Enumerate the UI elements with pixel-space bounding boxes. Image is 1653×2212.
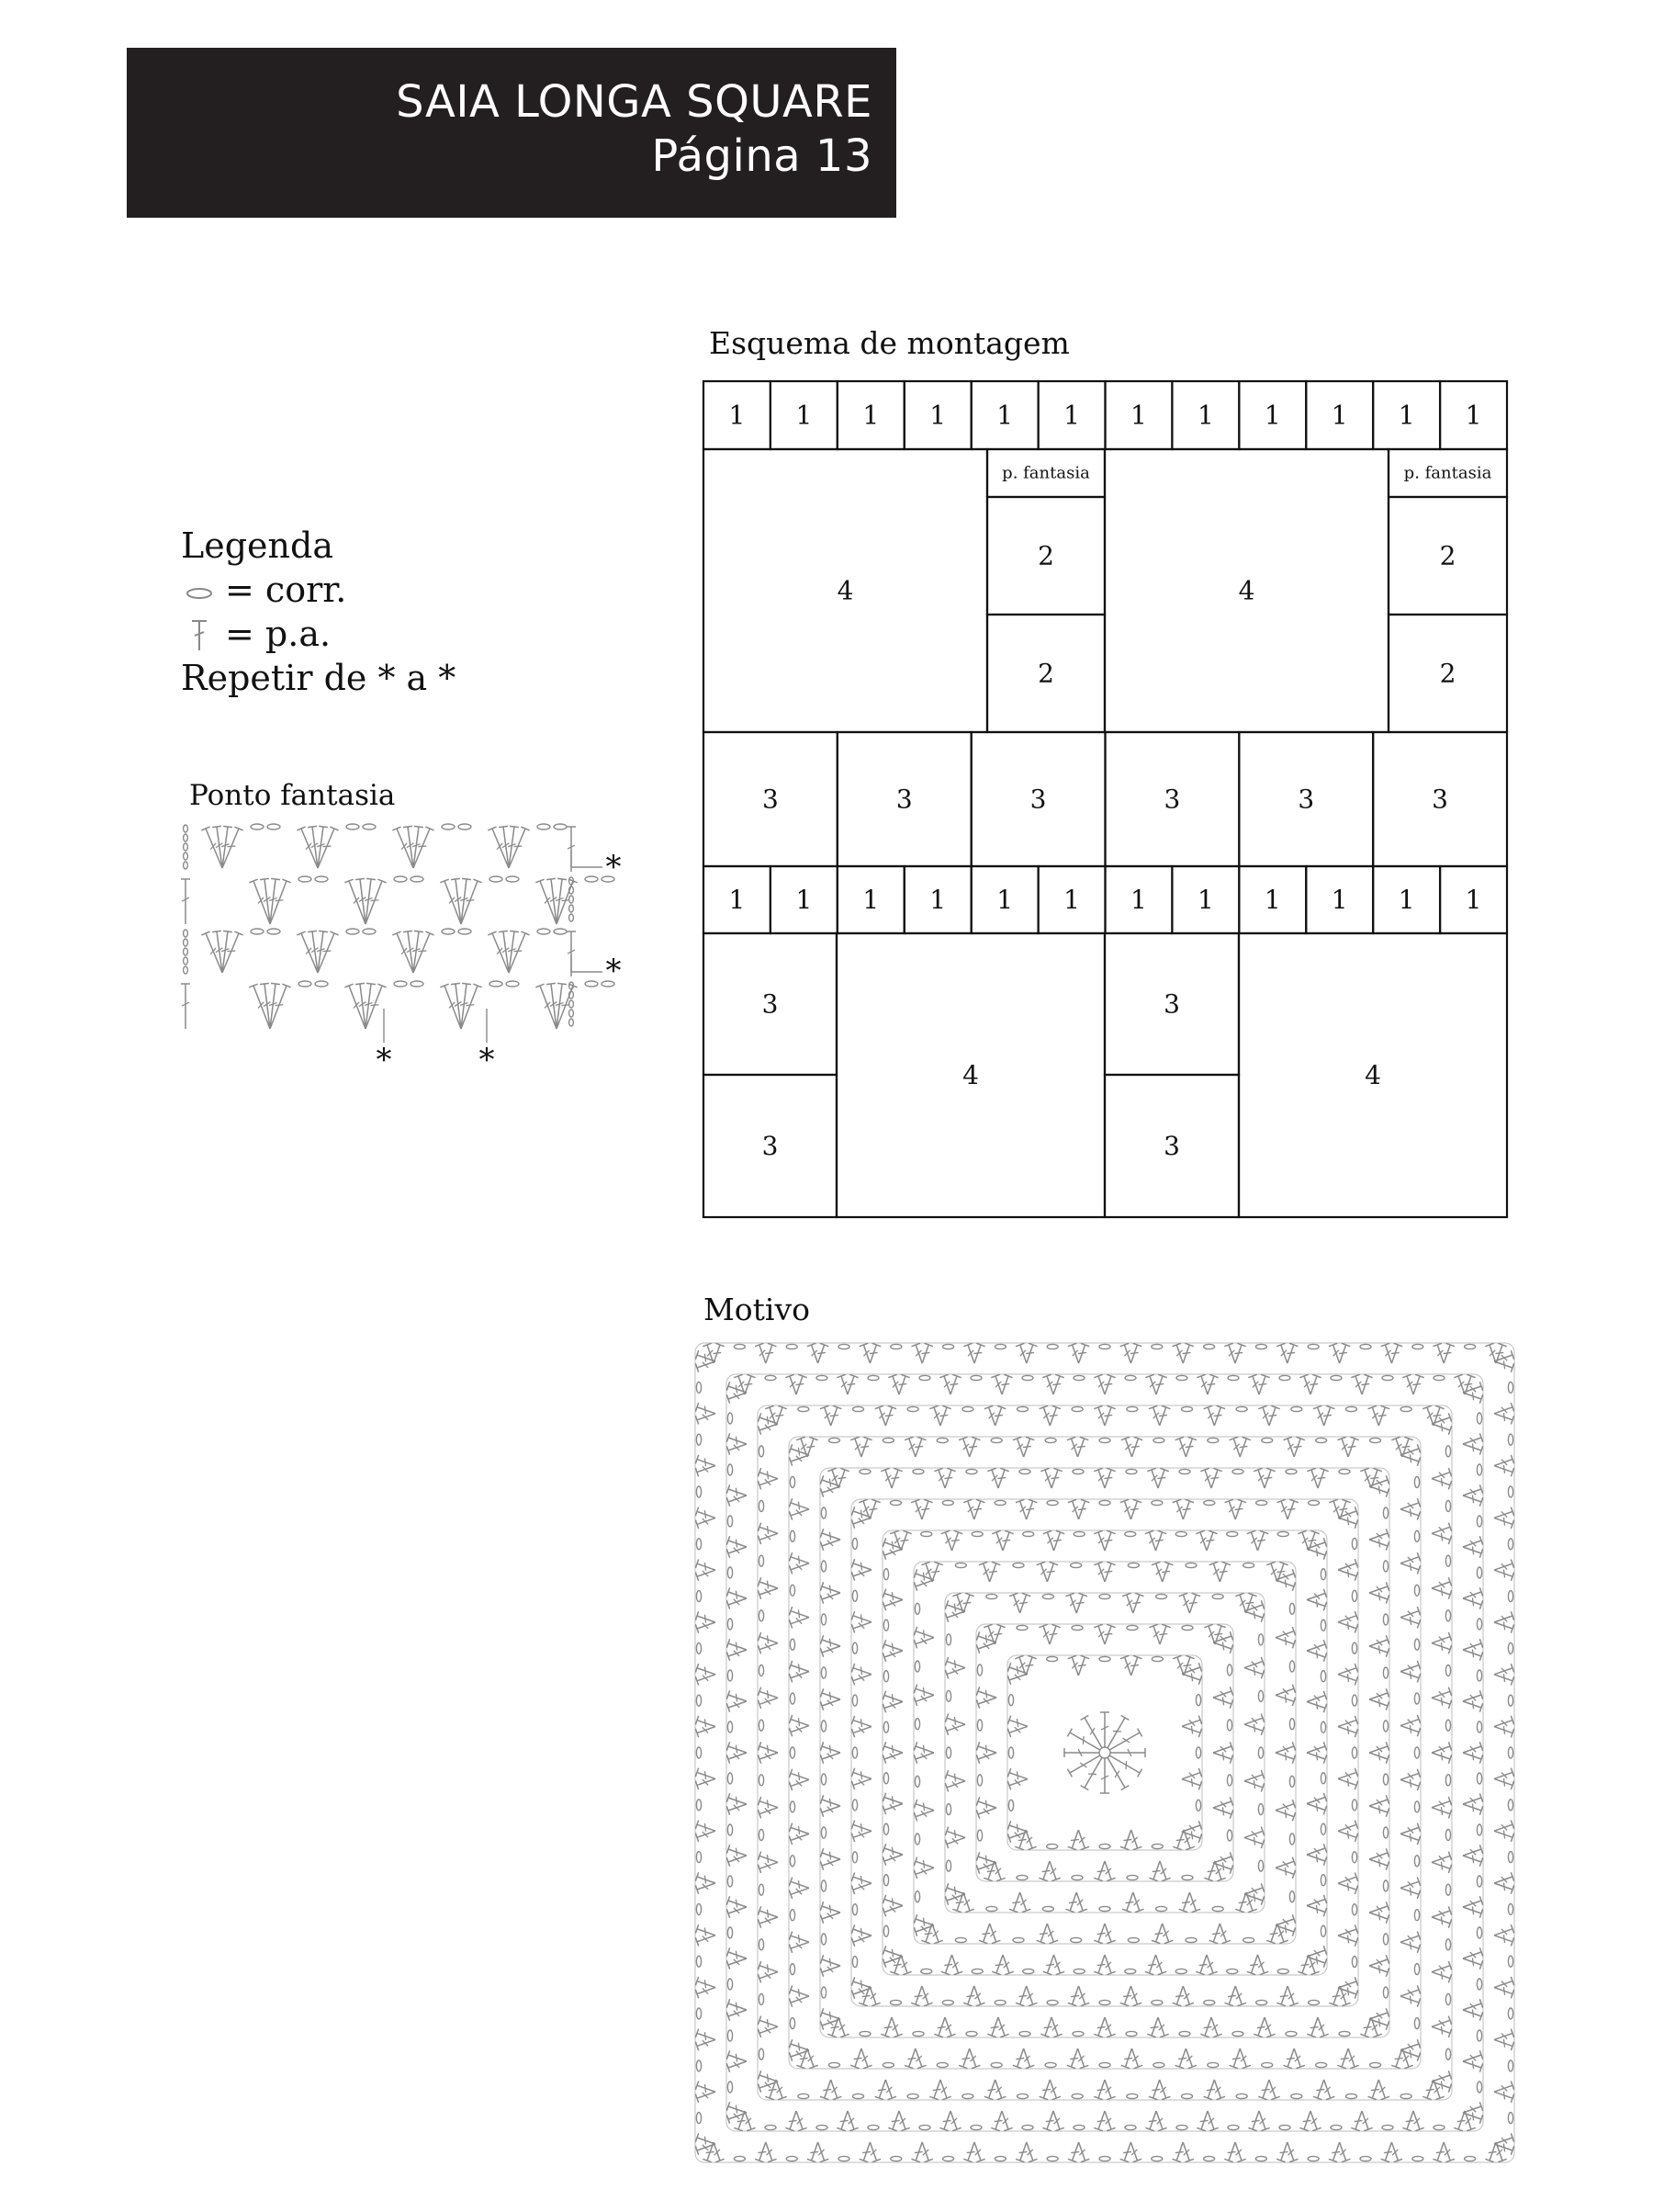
- motivo-round: [1007, 1655, 1202, 1850]
- unit-1-top-label: 1: [1398, 400, 1415, 431]
- fantasia-right-label: p. fantasia: [1403, 463, 1492, 483]
- unit-1-top-label: 1: [1465, 400, 1482, 431]
- ponto-fantasia-title: Ponto fantasia: [189, 779, 396, 812]
- unit-1-middle-label: 1: [1331, 885, 1348, 915]
- motivo-round: [914, 1562, 1296, 1944]
- unit-4-left-label: 4: [837, 575, 854, 606]
- repeat-mark: *: [605, 953, 622, 989]
- unit-1-middle-label: 1: [1264, 885, 1281, 915]
- legend-item-chain-text: = corr.: [225, 570, 347, 610]
- motivo-title: Motivo: [703, 1292, 810, 1327]
- motivo-round: [883, 1530, 1327, 1975]
- legend-repeat-note: Repetir de * a *: [181, 658, 456, 698]
- unit-4-right-label: 4: [1238, 575, 1255, 606]
- unit-1-middle-label: 1: [996, 885, 1014, 915]
- unit-1-middle-label: 1: [862, 885, 880, 915]
- unit-1-middle-label: 1: [1465, 885, 1482, 915]
- fantasia-left-label: p. fantasia: [1002, 463, 1090, 483]
- repeat-mark: *: [605, 849, 622, 886]
- unit-2-right-upper-label: 2: [1439, 540, 1456, 571]
- unit-1-middle-label: 1: [1398, 885, 1415, 915]
- page-title: SAIA LONGA SQUARE: [396, 76, 872, 128]
- motivo-round: [976, 1624, 1233, 1881]
- unit-3-middle-label: 3: [1432, 784, 1448, 815]
- unit-1-middle-label: 1: [795, 885, 813, 915]
- page-number: Página 13: [651, 130, 872, 182]
- unit-3-middle-label: 3: [1164, 784, 1181, 815]
- unit-2-right-lower-label: 2: [1439, 658, 1456, 689]
- repeat-mark: *: [376, 1042, 392, 1078]
- unit-1-middle-label: 1: [1063, 885, 1080, 915]
- repeat-mark: *: [478, 1042, 495, 1078]
- legend-title: Legenda: [181, 525, 333, 566]
- unit-1-middle-label: 1: [728, 885, 746, 915]
- unit-1-middle-label: 1: [1130, 885, 1147, 915]
- unit-1-middle-label: 1: [929, 885, 947, 915]
- unit-3-bottom-b-label: 3: [761, 1131, 779, 1161]
- unit-1-top-label: 1: [1197, 400, 1214, 431]
- unit-1-top-label: 1: [1264, 400, 1281, 431]
- unit-1-top-label: 1: [996, 400, 1014, 431]
- unit-1-top-label: 1: [862, 400, 880, 431]
- legend-item-dc-text: = p.a.: [225, 614, 332, 654]
- unit-1-top-label: 1: [929, 400, 947, 431]
- unit-3-middle-label: 3: [895, 784, 913, 815]
- unit-4-bottom-left-label: 4: [962, 1060, 979, 1090]
- unit-4-bottom-right-label: 4: [1365, 1060, 1381, 1090]
- motivo-round: [820, 1468, 1389, 2037]
- unit-2-left-lower-label: 2: [1038, 658, 1054, 689]
- unit-1-top-label: 1: [795, 400, 813, 431]
- unit-3-middle-label: 3: [1029, 784, 1047, 815]
- unit-1-middle-label: 1: [1197, 885, 1214, 915]
- unit-3-bottom-c-label: 3: [1164, 988, 1180, 1020]
- unit-1-top-label: 1: [728, 400, 746, 431]
- unit-3-bottom-a-label: 3: [761, 988, 779, 1020]
- unit-1-top-label: 1: [1331, 400, 1348, 431]
- unit-1-top-label: 1: [1130, 400, 1147, 431]
- motivo-round: [851, 1499, 1358, 2006]
- unit-3-middle-label: 3: [762, 784, 779, 815]
- motivo-round: [695, 1343, 1514, 2162]
- motivo-round: [758, 1405, 1452, 2100]
- unit-2-left-upper-label: 2: [1038, 540, 1054, 571]
- motivo-center: [1064, 1712, 1145, 1793]
- motivo-round: [789, 1437, 1421, 2069]
- unit-1-top-label: 1: [1063, 400, 1080, 431]
- unit-3-bottom-d-label: 3: [1164, 1131, 1180, 1161]
- assembly-title: Esquema de montagem: [709, 325, 1070, 361]
- unit-3-middle-label: 3: [1298, 784, 1315, 815]
